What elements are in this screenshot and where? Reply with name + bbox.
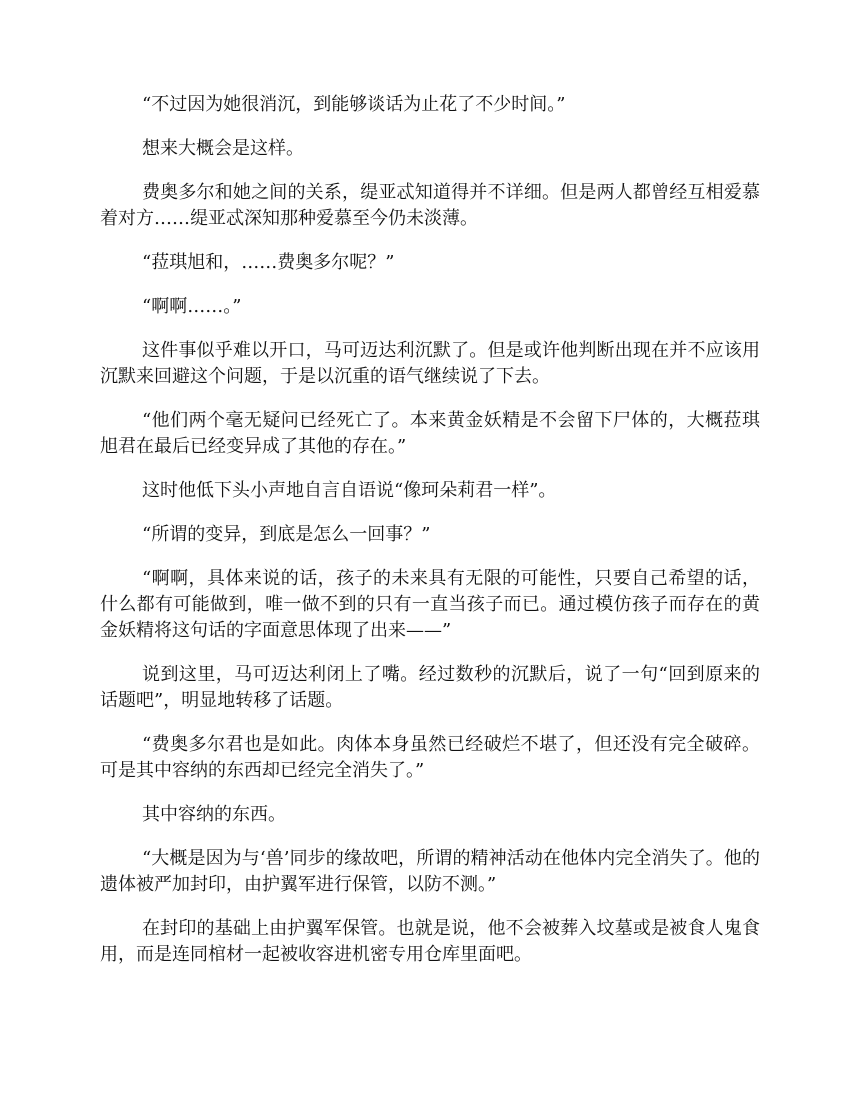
paragraph-7: “他们两个毫无疑问已经死亡了。本来黄金妖精是不会留下尸体的，大概菈琪旭君在最后已经变异成了其他的存在。”: [100, 410, 760, 457]
paragraph-5: “啊啊……。”: [142, 296, 242, 317]
paragraph-15: 在封印的基础上由护翼军保管。也就是说，他不会被葬入坟墓或是被食人鬼食用，而是连同棺材一起被收容进机密专用仓库里面吧。: [100, 918, 760, 965]
paragraph-14: “大概是因为与‘兽’同步的缘故吧，所谓的精神活动在他体内完全消失了。他的遗体被严加封印，由护翼军进行保管，以防不测。”: [100, 848, 760, 895]
paragraph-8: 这时他低下头小声地自言自语说“像珂朵莉君一样”。: [142, 480, 557, 501]
paragraph-11: 说到这里，马可迈达利闭上了嘴。经过数秒的沉默后，说了一句“回到原来的话题吧”，明显地转移了话题。: [100, 664, 760, 711]
paragraph-3: 费奥多尔和她之间的关系，缇亚忒知道得并不详细。但是两人都曾经互相爱慕着对方……缇亚忒深知那种爱慕至今仍未淡薄。: [100, 182, 760, 229]
paragraph-10: “啊啊，具体来说的话，孩子的未来具有无限的可能性，只要自己希望的话，什么都有可能做到，唯一做不到的只有一直当孩子而已。通过模仿孩子而存在的黄金妖精将这句话的字面意思体现了出来——”: [100, 568, 760, 641]
paragraph-12: “费奥多尔君也是如此。肉体本身虽然已经破烂不堪了，但还没有完全破碎。可是其中容纳的东西却已经完全消失了。”: [100, 734, 760, 781]
paragraph-6: 这件事似乎难以开口，马可迈达利沉默了。但是或许他判断出现在并不应该用沉默来回避这个问题，于是以沉重的语气继续说了下去。: [100, 340, 760, 387]
paragraph-4: “菈琪旭和，……费奥多尔呢？”: [142, 252, 395, 273]
paragraph-1: “不过因为她很消沉，到能够谈话为止花了不少时间。”: [142, 94, 566, 115]
paragraph-9: “所谓的变异，到底是怎么一回事？”: [142, 524, 431, 545]
paragraph-2: 想来大概会是这样。: [142, 138, 304, 159]
paragraph-13: 其中容纳的东西。: [142, 804, 286, 825]
body-text: [100, 92, 760, 986]
